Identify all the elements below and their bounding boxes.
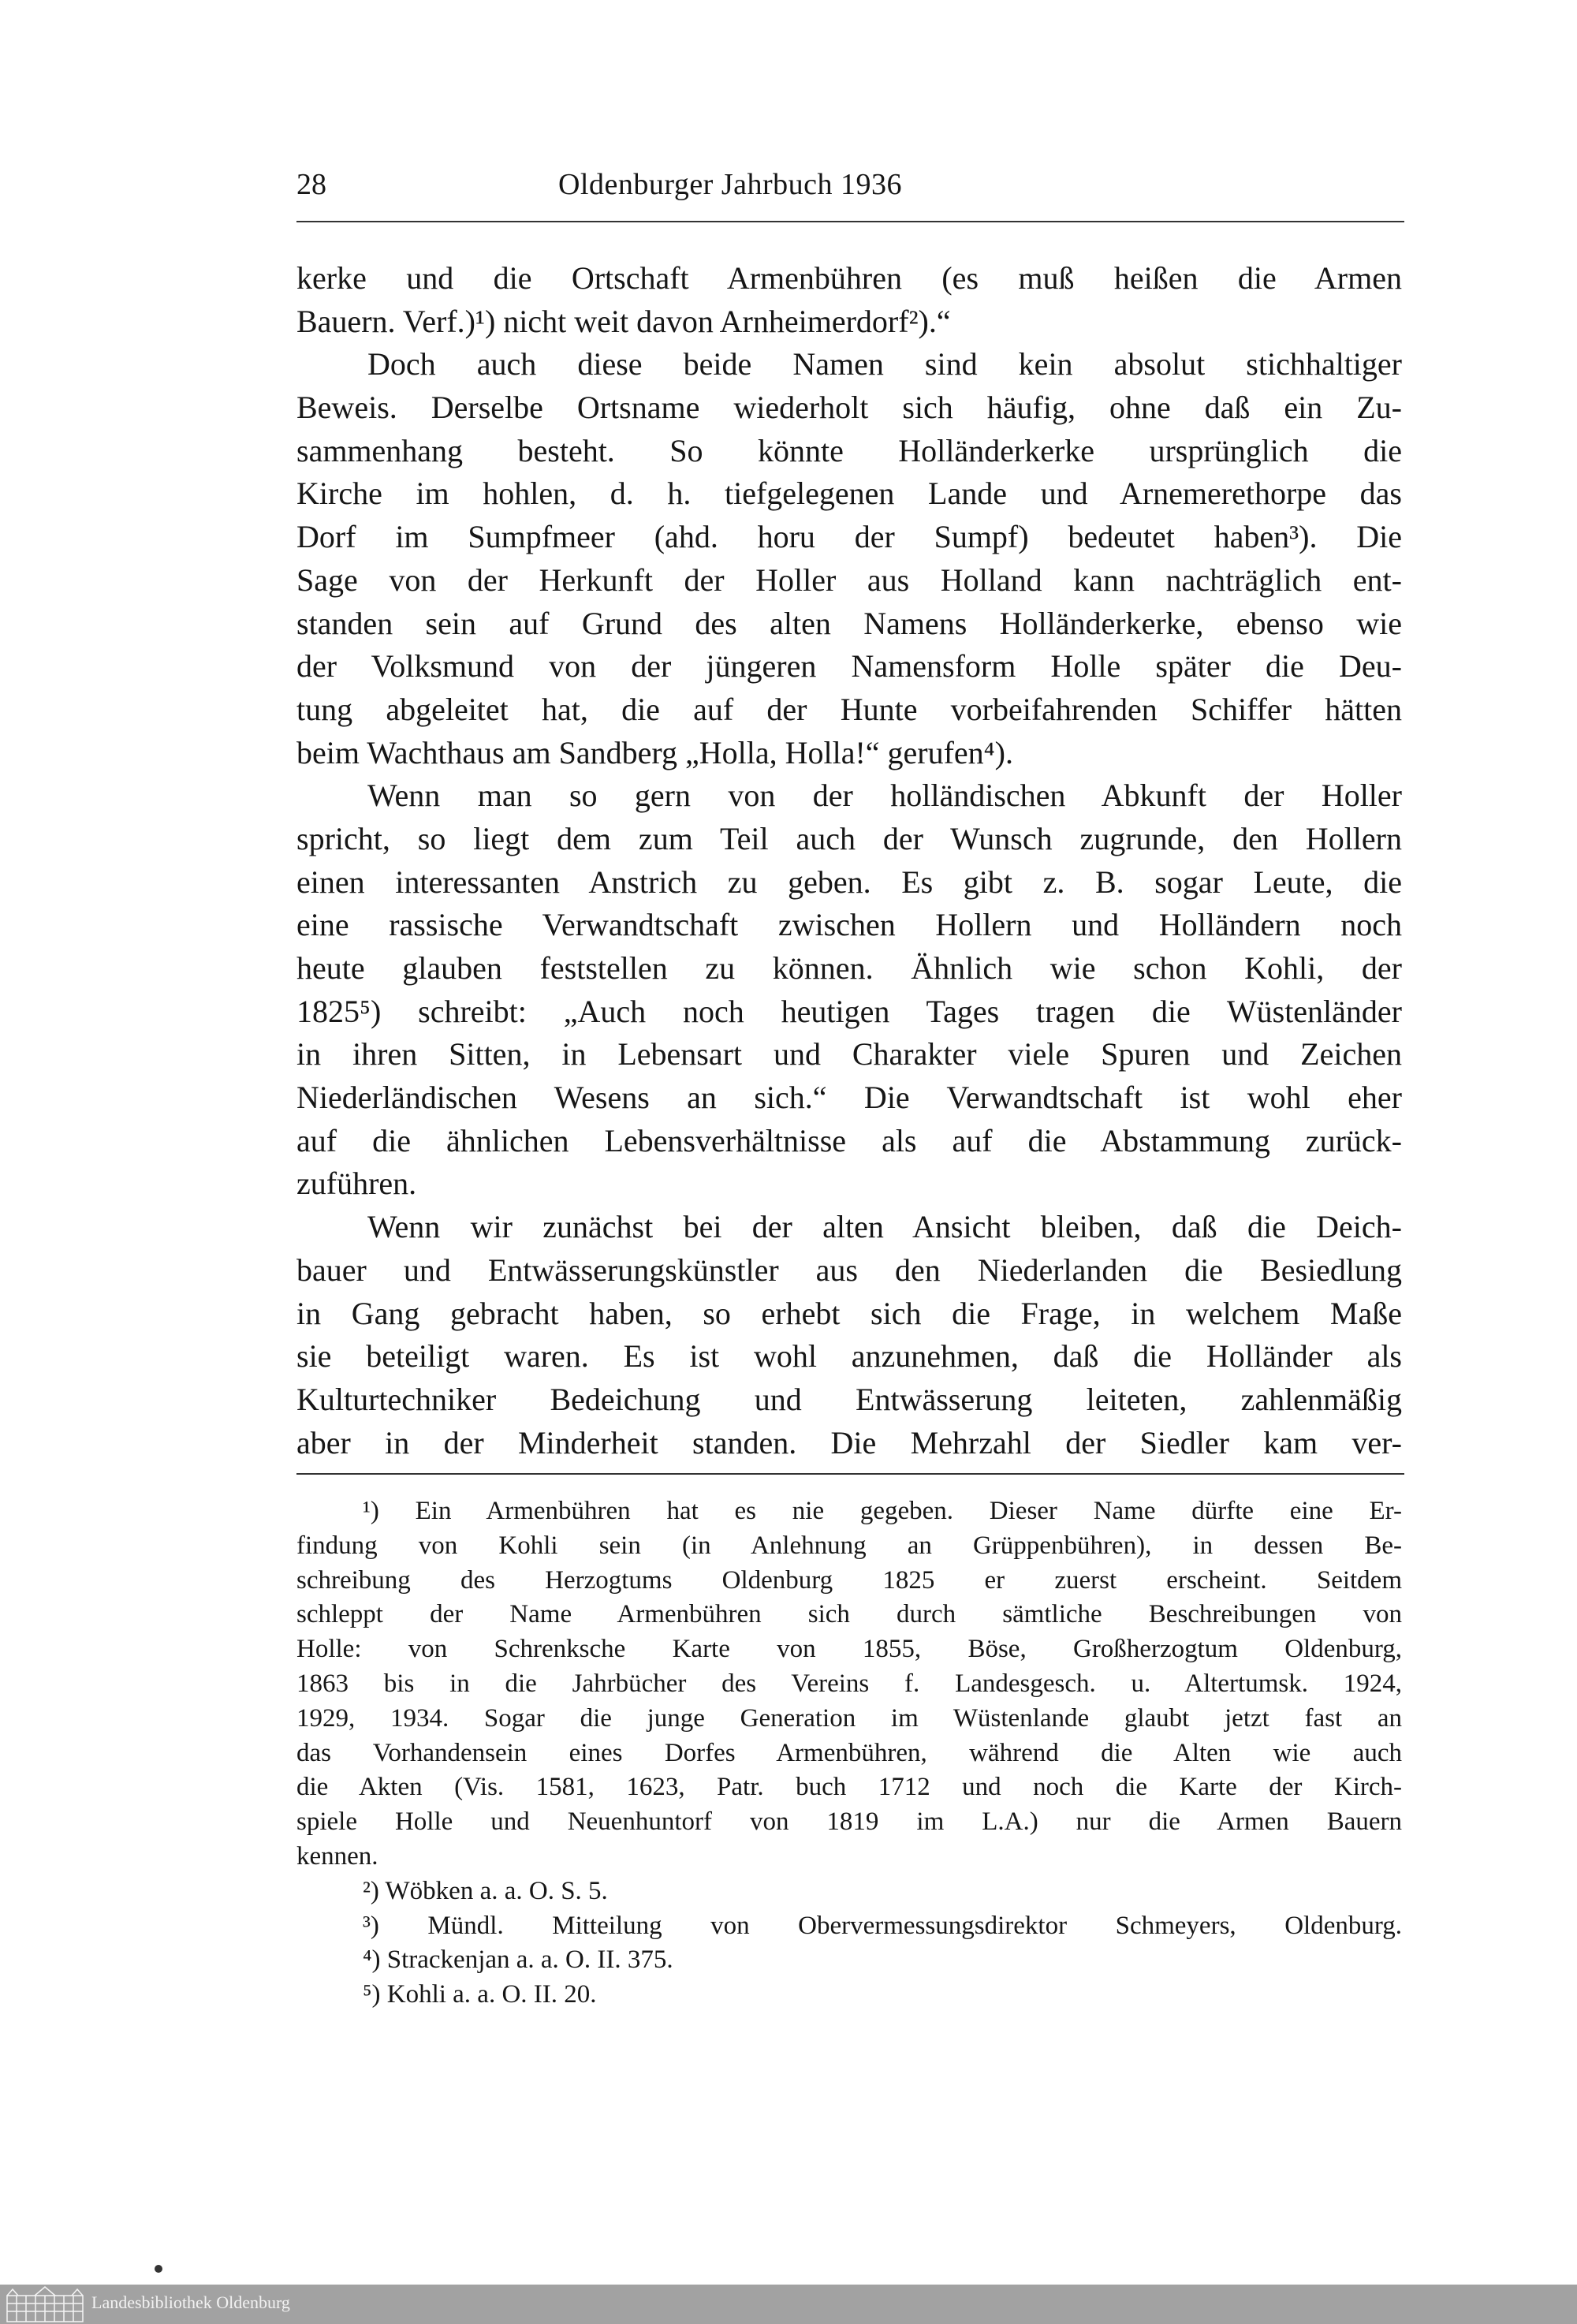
body-line: der Volksmund von der jüngeren Namensform Holle später die Deu- (296, 648, 1402, 685)
running-title: Oldenburger Jahrbuch 1936 (557, 168, 903, 201)
body-line: in Gang gebracht haben, so erhebt sich die Frage, in welchem Maße (296, 1295, 1402, 1331)
footnote-line: schreibung des Herzogtums Oldenburg 1825 er zuerst erscheint. Seitdem (296, 1565, 1402, 1595)
footnote-line: schleppt der Name Armenbühren sich durch sämtliche Beschreibungen von (296, 1600, 1402, 1629)
body-line: Dorf im Sumpfmeer (ahd. horu der Sumpf) bedeutet haben³). Die (296, 519, 1402, 555)
library-name: Landesbibliothek Oldenburg (91, 2292, 290, 2312)
body-line: in ihren Sitten, in Lebensart und Charakter viele Spuren und Zeichen (296, 1036, 1402, 1072)
footnote-line: ⁴) Strackenjan a. a. O. II. 375. (363, 1945, 673, 1975)
footnote-line: 1863 bis in die Jahrbücher des Vereins f. Landesgesch. u. Altertumsk. 1924, (296, 1669, 1402, 1698)
footnote-line: ¹) Ein Armenbühren hat es nie gegeben. Dieser Name dürfte eine Er- (363, 1497, 1402, 1525)
body-line: Doch auch diese beide Namen sind kein absolut stichhaltiger (367, 346, 1402, 382)
body-line: Niederländischen Wesens an sich.“ Die Verwandtschaft ist wohl eher (296, 1080, 1402, 1116)
body-line: Wenn wir zunächst bei der alten Ansicht bleiben, daß die Deich- (367, 1209, 1402, 1245)
body-line: kerke und die Ortschaft Armenbühren (es muß heißen die Armen (296, 260, 1402, 296)
body-line: sie beteiligt waren. Es ist wohl anzunehmen, daß die Holländer als (296, 1338, 1402, 1375)
body-line: Kirche im hohlen, d. h. tiefgelegenen Lande und Arnemerethorpe das (296, 476, 1402, 512)
footnote-line: ²) Wöbken a. a. O. S. 5. (363, 1876, 608, 1905)
footnote-line: kennen. (296, 1841, 378, 1871)
library-building-logo-icon (5, 2286, 85, 2322)
body-line: eine rassische Verwandtschaft zwischen Hollern und Holländern noch (296, 907, 1402, 943)
header-rule (296, 221, 1404, 222)
body-line: auf die ähnlichen Lebensverhältnisse als auf die Abstammung zurück- (296, 1122, 1402, 1158)
scan-speck (155, 2265, 162, 2273)
page-number: 28 (296, 168, 326, 201)
body-text (296, 257, 1402, 1464)
body-line: spricht, so liegt dem zum Teil auch der Wunsch zugrunde, den Hollern (296, 820, 1402, 856)
body-line: sammenhang besteht. So könnte Holländerkerke ursprünglich die (296, 432, 1402, 468)
running-header (296, 167, 1402, 211)
footnote-line: spiele Holle und Neuenhuntorf von 1819 im L.A.) nur die Armen Bauern (296, 1807, 1402, 1837)
footnote-line: 1929, 1934. Sogar die junge Generation im Wüstenlande glaubt jetzt fast an (296, 1703, 1402, 1733)
body-line: beim Wachthaus am Sandberg „Holla, Holla!“ gerufen⁴). (296, 734, 1013, 770)
body-line: Kulturtechniker Bedeichung und Entwässerung leiteten, zahlenmäßig (296, 1381, 1402, 1417)
body-line: heute glauben feststellen zu können. Ähnlich wie schon Kohli, der (296, 950, 1402, 986)
body-line: einen interessanten Anstrich zu geben. Es gibt z. B. sogar Leute, die (296, 864, 1402, 900)
footnote-line: ⁵) Kohli a. a. O. II. 20. (363, 1980, 597, 2009)
body-line: 1825⁵) schreibt: „Auch noch heutigen Tages tragen die Wüstenländer (296, 993, 1402, 1029)
body-line: Wenn man so gern von der holländischen Abkunft der Holler (367, 778, 1402, 814)
body-line: Sage von der Herkunft der Holler aus Holland kann nachträglich ent- (296, 561, 1402, 598)
footnote-separator (296, 1473, 1404, 1475)
footnote-line: ³) Mündl. Mitteilung von Obervermessungsdirektor Schmeyers, Oldenburg. (363, 1911, 1402, 1940)
body-line: zuführen. (296, 1166, 417, 1202)
library-footer-bar (0, 2285, 1577, 2324)
body-line: standen sein auf Grund des alten Namens Holländerkerke, ebenso wie (296, 605, 1402, 641)
body-line: tung abgeleitet hat, die auf der Hunte vorbeifahrenden Schiffer hätten (296, 691, 1402, 727)
footnote-line: Holle: von Schrenksche Karte von 1855, Böse, Großherzogtum Oldenburg, (296, 1635, 1402, 1664)
body-line: Beweis. Derselbe Ortsname wiederholt sich häufig, ohne daß ein Zu- (296, 390, 1402, 426)
body-line: Bauern. Verf.)¹) nicht weit davon Arnheimerdorf²).“ (296, 303, 951, 339)
body-line: bauer und Entwässerungskünstler aus den Niederlanden die Besiedlung (296, 1252, 1402, 1288)
footnote-line: die Akten (Vis. 1581, 1623, Patr. buch 1712 und noch die Karte der Kirch- (296, 1773, 1402, 1802)
footnote-line: das Vorhandensein eines Dorfes Armenbühren, während die Alten wie auch (296, 1738, 1402, 1767)
footnote-line: findung von Kohli sein (in Anlehnung an Grüppenbühren), in dessen Be- (296, 1531, 1402, 1560)
body-line: aber in der Minderheit standen. Die Mehrzahl der Siedler kam ver- (296, 1424, 1402, 1460)
footnotes (296, 1494, 1402, 2013)
